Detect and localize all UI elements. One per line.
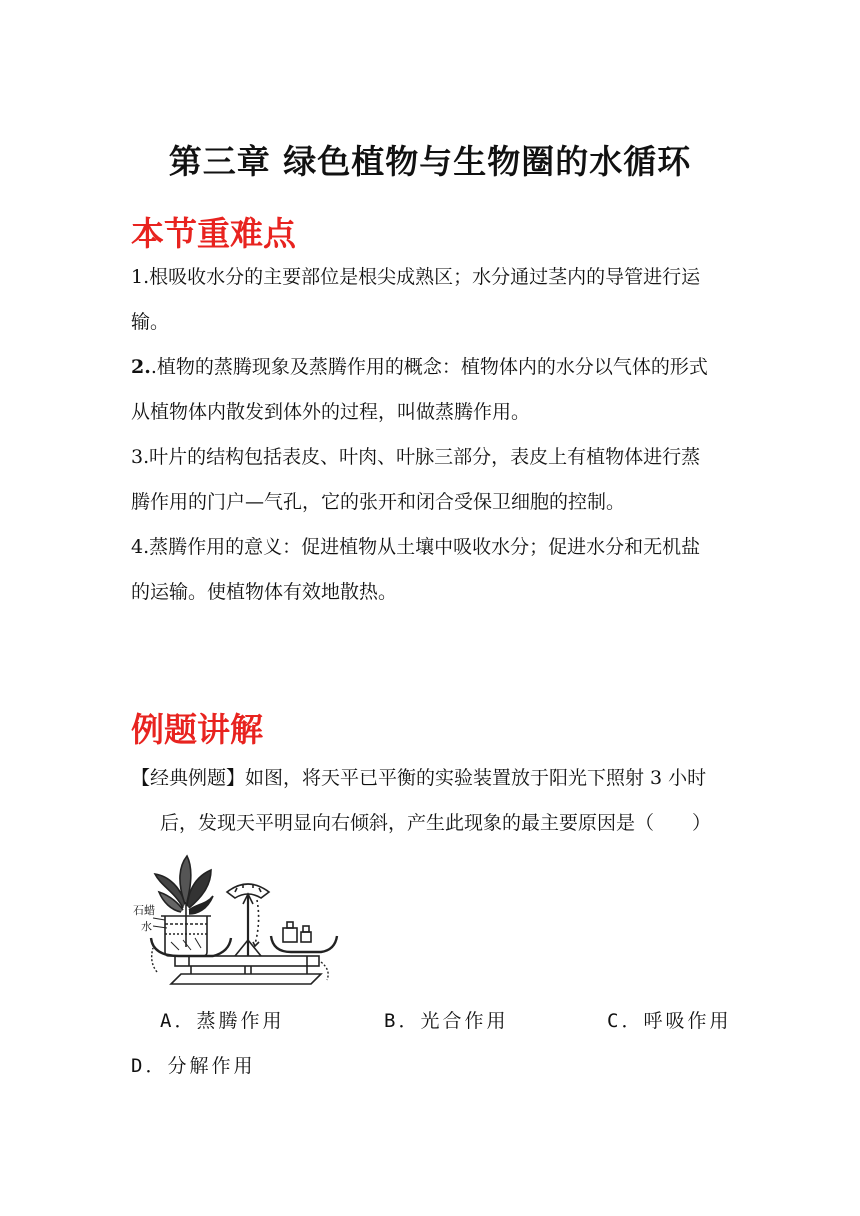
key-point-2	[131, 345, 731, 435]
example-tag: 【经典例题】	[131, 767, 246, 789]
page-title: 第三章 绿色植物与生物圈的水循环	[168, 142, 692, 181]
example-question	[131, 756, 731, 846]
scale-dial-icon	[227, 884, 269, 956]
point-number: 1.	[131, 266, 150, 288]
plant-icon	[155, 856, 213, 947]
weights-icon	[283, 922, 311, 942]
section-heading-key-points: 本节重难点	[131, 214, 296, 253]
point-text-line2: 输。	[131, 311, 170, 333]
section-heading-examples: 例题讲解	[131, 710, 263, 749]
label-wax: 石蜡	[133, 904, 155, 917]
point-number: 2.	[131, 356, 151, 378]
option-b[interactable]: B．光合作用	[384, 1010, 509, 1032]
left-pan	[151, 938, 231, 956]
balance-experiment-figure	[131, 852, 339, 986]
option-a[interactable]: A．蒸腾作用	[160, 1010, 285, 1032]
balance-base	[171, 966, 321, 984]
point-text-line1: 叶片的结构包括表皮、叶肉、叶脉三部分，表皮上有植物体进行蒸	[149, 446, 701, 468]
point-text-line1: 蒸腾作用的意义：促进植物从土壤中吸收水分；促进水分和无机盐	[149, 536, 701, 558]
point-text-line1: 根吸收水分的主要部位是根尖成熟区；水分通过茎内的导管进行运	[149, 266, 701, 288]
point-text-line2: 腾作用的门户—气孔，它的张开和闭合受保卫细胞的控制。	[131, 491, 626, 513]
question-line2: 后，发现天平明显向右倾斜，产生此现象的最主要原因是（ ）	[160, 812, 712, 834]
label-water: 水	[141, 920, 152, 933]
point-number: 4.	[131, 536, 150, 558]
key-point-3	[131, 435, 731, 525]
right-pan	[271, 936, 337, 952]
point-number: 3.	[131, 446, 150, 468]
point-text-line2: 的运输。使植物体有效地散热。	[131, 581, 398, 603]
key-point-1	[131, 255, 731, 345]
beam	[175, 956, 319, 974]
question-line1: 如图，将天平已平衡的实验装置放于阳光下照射 3 小时	[245, 767, 707, 789]
point-text-line2: 从植物体内散发到体外的过程，叫做蒸腾作用。	[131, 401, 531, 423]
option-d[interactable]: D．分解作用	[131, 1055, 256, 1077]
option-c[interactable]: C．呼吸作用	[607, 1010, 732, 1032]
point-text-line1: .植物的蒸腾现象及蒸腾作用的概念：植物体内的水分以气体的形式	[150, 356, 708, 378]
key-point-4	[131, 525, 731, 615]
